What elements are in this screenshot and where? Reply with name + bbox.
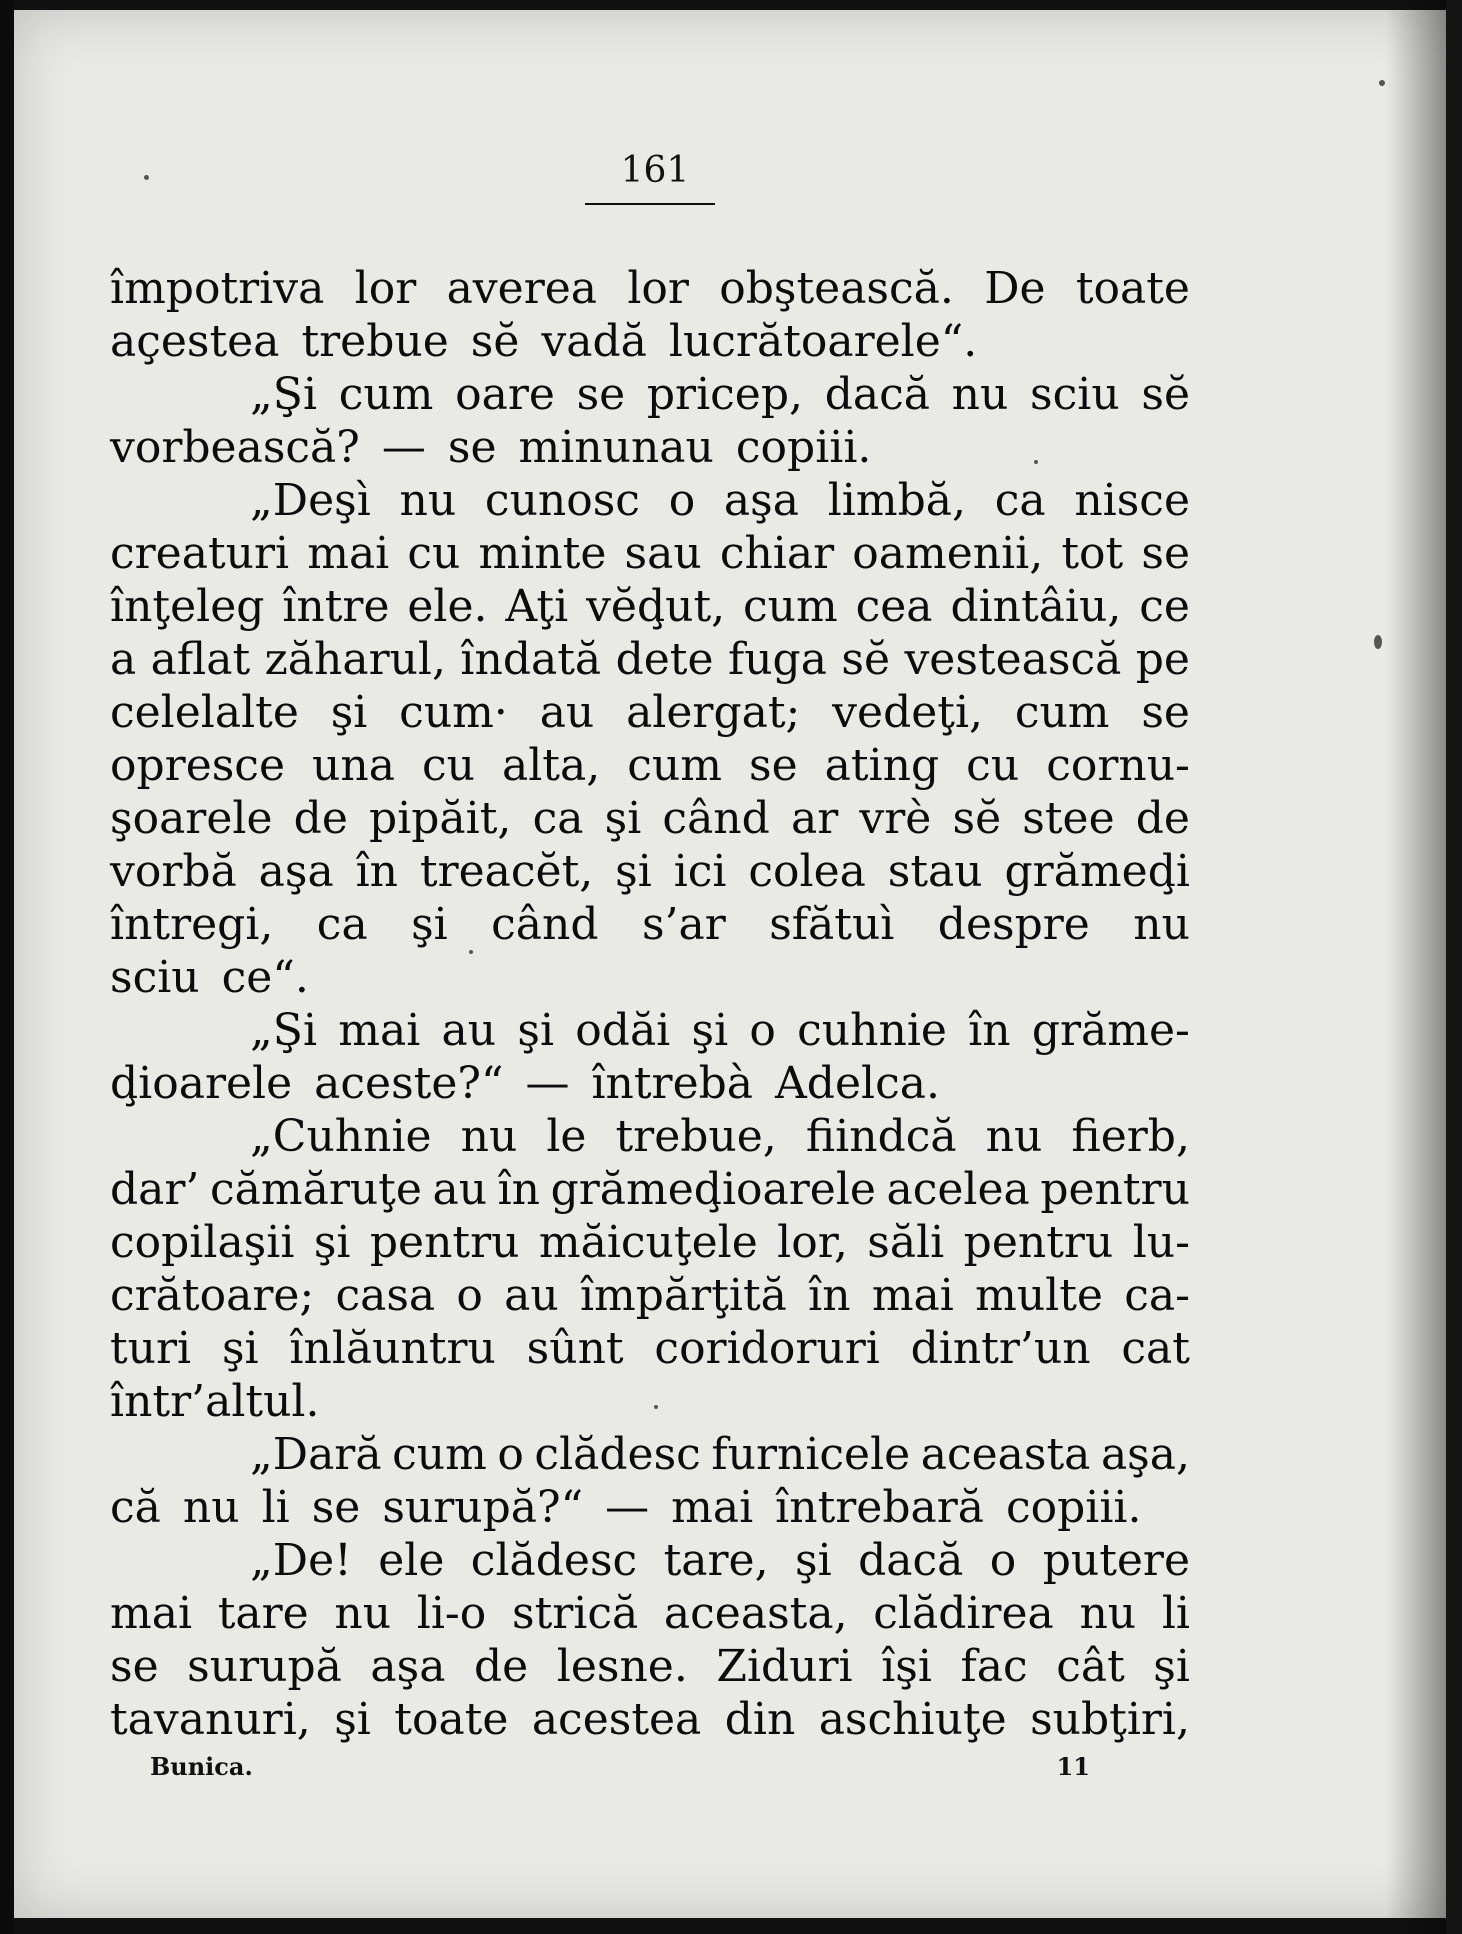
word: tot <box>1061 528 1124 579</box>
word: în <box>497 1164 541 1215</box>
word: trebue, <box>615 1111 777 1162</box>
text-line <box>110 686 1190 739</box>
word: „Deşì <box>250 475 371 526</box>
word: lesne. <box>556 1641 688 1692</box>
footer-signature-number: 11 <box>1056 1752 1090 1781</box>
text-line <box>110 262 1190 315</box>
word: toate <box>1075 263 1190 314</box>
word: surupă <box>187 1641 342 1692</box>
word: fiindcă <box>805 1111 957 1162</box>
word: — <box>605 1482 650 1533</box>
word: multe <box>975 1270 1103 1321</box>
word: şi <box>615 846 652 897</box>
text-line <box>110 580 1190 633</box>
word: aşa <box>370 1641 446 1692</box>
word: clădesc <box>470 1535 638 1586</box>
word: au <box>504 1270 559 1321</box>
word: aşa <box>723 475 799 526</box>
word: şi <box>691 1005 729 1056</box>
word: în <box>355 846 399 897</box>
text-line <box>110 1640 1190 1693</box>
word: copiii. <box>1005 1482 1142 1533</box>
word: între <box>282 581 390 632</box>
word: dintr’un <box>910 1323 1091 1374</box>
word: sĕ <box>952 793 1002 844</box>
word: aflat <box>150 634 251 685</box>
word: au <box>441 1005 497 1056</box>
text-line <box>110 1587 1190 1640</box>
scan-right-edge <box>1446 0 1462 1934</box>
word: o <box>989 1535 1017 1586</box>
word: averea <box>446 263 597 314</box>
word: minunau <box>518 422 714 473</box>
word: cât <box>1056 1641 1125 1692</box>
page-number-rule <box>585 203 715 205</box>
word: una <box>312 740 395 791</box>
word: obştească. <box>719 263 954 314</box>
word: „Şi <box>250 1005 318 1056</box>
word: cu <box>407 528 461 579</box>
word: cum <box>627 740 722 791</box>
word: mai <box>338 1005 421 1056</box>
word: o <box>456 1270 483 1321</box>
word: nu <box>951 369 1009 420</box>
word: şi <box>604 793 642 844</box>
word: sĕ <box>1141 369 1190 420</box>
text-line <box>110 1428 1190 1481</box>
word: crătoare; <box>110 1270 315 1321</box>
word: când <box>491 899 599 950</box>
page-number: 161 <box>620 150 690 191</box>
word: înlăuntru <box>289 1323 496 1374</box>
word: şoarele <box>110 793 273 844</box>
word: putere <box>1042 1535 1190 1586</box>
word: ici <box>673 846 727 897</box>
word: o <box>668 475 696 526</box>
word: li <box>261 1482 290 1533</box>
text-line <box>110 1004 1190 1057</box>
word: mai <box>871 1270 954 1321</box>
scan-speck <box>1374 635 1382 649</box>
word: vadă <box>541 316 647 367</box>
word: cum <box>743 581 838 632</box>
word: săli <box>867 1217 945 1268</box>
word: se <box>576 369 626 420</box>
word: aceste?“ <box>314 1058 504 1109</box>
word: ce <box>1139 581 1190 632</box>
word: ca <box>994 475 1046 526</box>
word: dete <box>615 634 714 685</box>
word: sĕ <box>841 634 891 685</box>
word: dacă <box>824 369 930 420</box>
word: cuhnie <box>797 1005 947 1056</box>
text-line <box>110 1322 1190 1375</box>
word: treacĕt, <box>419 846 594 897</box>
text-line <box>110 633 1190 686</box>
word: subţiri, <box>1030 1694 1190 1745</box>
text-line <box>110 739 1190 792</box>
word: cat <box>1121 1323 1190 1374</box>
word: lucrătoarele“. <box>668 316 978 367</box>
word: de <box>293 793 348 844</box>
body-text <box>110 262 1190 1746</box>
word: fierb, <box>1071 1111 1190 1162</box>
word: se <box>1141 528 1190 579</box>
word: cornu- <box>1046 740 1190 791</box>
word: cu <box>421 740 475 791</box>
word: cum <box>392 1429 487 1480</box>
word: întrebà <box>591 1058 754 1109</box>
text-line <box>110 1057 1190 1110</box>
word: alta, <box>502 740 601 791</box>
word: aşa <box>258 846 334 897</box>
word: cămăruţe <box>209 1164 422 1215</box>
word: alergat; <box>626 687 801 738</box>
text-line <box>110 951 1190 1004</box>
word: fac <box>960 1641 1028 1692</box>
scan-left-edge <box>0 0 14 1934</box>
word: De <box>984 263 1046 314</box>
word: ce“. <box>221 952 309 1003</box>
word: dacă <box>858 1535 964 1586</box>
word: cea <box>855 581 933 632</box>
word: au <box>432 1164 488 1215</box>
word: când <box>662 793 770 844</box>
word: şi <box>221 1323 259 1374</box>
word: oamenii, <box>852 528 1044 579</box>
word: copilaşii <box>110 1217 295 1268</box>
text-line <box>110 421 1190 474</box>
word: açestea <box>110 316 280 367</box>
word: pentru <box>369 1217 520 1268</box>
word: clădesc <box>534 1429 701 1480</box>
word: îndată <box>460 634 602 685</box>
word: s’ar <box>641 899 726 950</box>
word: întregi, <box>110 899 274 950</box>
text-line <box>110 1375 1190 1428</box>
word: creaturi <box>110 528 290 579</box>
word: acelea <box>886 1164 1030 1215</box>
word: „De! <box>250 1535 352 1586</box>
word: ca- <box>1124 1270 1190 1321</box>
word: şi <box>411 899 448 950</box>
word: „Dară <box>250 1429 382 1480</box>
word: nisce <box>1074 475 1190 526</box>
word: vorbească? <box>110 422 360 473</box>
word: se <box>748 740 798 791</box>
word: celelalte <box>110 687 299 738</box>
word: lor <box>627 263 689 314</box>
word: stau <box>887 846 983 897</box>
word: şi <box>330 687 368 738</box>
text-line <box>110 368 1190 421</box>
word: tavanuri, <box>110 1694 311 1745</box>
word: se <box>447 422 497 473</box>
word: zăharul, <box>264 634 446 685</box>
word: toate <box>394 1694 509 1745</box>
word: grămeḑi <box>1004 846 1190 897</box>
word: în <box>968 1005 1011 1056</box>
word: aşa, <box>1100 1429 1190 1480</box>
word: ele <box>378 1535 445 1586</box>
word: cu <box>966 740 1020 791</box>
scan-speck <box>144 175 149 180</box>
word: pe <box>1135 634 1190 685</box>
word: fuga <box>727 634 827 685</box>
word: aceasta, <box>663 1588 848 1639</box>
word: de <box>474 1641 529 1692</box>
word: copiii. <box>735 422 872 473</box>
word: pipăit, <box>369 793 512 844</box>
text-line <box>110 1693 1190 1746</box>
word: despre <box>937 899 1090 950</box>
word: sfătuì <box>769 899 895 950</box>
word: li <box>1161 1588 1190 1639</box>
word: oare <box>455 369 555 420</box>
word: surupă?“ <box>382 1482 584 1533</box>
word: Ziduri <box>716 1641 853 1692</box>
word: ca <box>532 793 584 844</box>
word: că <box>110 1482 161 1533</box>
word: întrebară <box>775 1482 984 1533</box>
word: minte <box>478 528 607 579</box>
text-line <box>110 1110 1190 1163</box>
word: într’altul. <box>110 1376 320 1427</box>
word: „Şi <box>250 369 318 420</box>
word: cum <box>338 369 434 420</box>
text-line <box>110 1481 1190 1534</box>
word: împotriva <box>110 263 325 314</box>
word: chiar <box>719 528 835 579</box>
footer-signature-title: Bunica. <box>150 1752 253 1781</box>
word: din <box>724 1694 796 1745</box>
word: nu <box>334 1588 392 1639</box>
word: Adelca. <box>775 1058 940 1109</box>
text-line <box>110 898 1190 951</box>
word: furnicele <box>711 1429 911 1480</box>
word: sûnt <box>526 1323 624 1374</box>
word: colea <box>748 846 866 897</box>
text-line <box>110 792 1190 845</box>
word: lu- <box>1132 1217 1190 1268</box>
word: în <box>808 1270 851 1321</box>
word: se <box>1141 687 1190 738</box>
word: vorbă <box>110 846 237 897</box>
word: vĕḑut, <box>586 581 726 632</box>
word: vrè <box>859 793 932 844</box>
word: ar <box>790 793 839 844</box>
word: nu <box>1133 899 1190 950</box>
word: de <box>1135 793 1190 844</box>
word: şi <box>795 1535 832 1586</box>
word: stee <box>1022 793 1115 844</box>
word: — <box>381 422 426 473</box>
word: tare <box>217 1588 309 1639</box>
word: strică <box>511 1588 639 1639</box>
word: coridoruri <box>654 1323 880 1374</box>
word: şi <box>1153 1641 1190 1692</box>
word: se <box>311 1482 361 1533</box>
word: a <box>110 634 137 685</box>
word: sciu <box>110 952 200 1003</box>
word: înţeleg <box>110 581 265 632</box>
word: ele. <box>407 581 488 632</box>
text-line <box>110 1216 1190 1269</box>
word: vestească <box>904 634 1122 685</box>
word: nu <box>182 1482 240 1533</box>
word: ating <box>824 740 940 791</box>
word: nu <box>985 1111 1043 1162</box>
text-line <box>110 315 1190 368</box>
word: „Cuhnie <box>250 1111 432 1162</box>
text-line <box>110 527 1190 580</box>
word: împărţită <box>579 1270 787 1321</box>
word: trebue <box>301 316 449 367</box>
word: sĕ <box>470 316 520 367</box>
word: dintâiu, <box>950 581 1122 632</box>
word: opresce <box>110 740 285 791</box>
word: pentru <box>963 1217 1114 1268</box>
page-footer <box>150 1752 1090 1781</box>
word: măicuţele <box>538 1217 758 1268</box>
word: au <box>539 687 595 738</box>
word: ḑioarele <box>110 1058 293 1109</box>
scan-right-shadow <box>1386 0 1446 1934</box>
word: le <box>546 1111 587 1162</box>
word: casa <box>335 1270 436 1321</box>
word: aschiuţe <box>818 1694 1007 1745</box>
word: o <box>497 1429 524 1480</box>
word: aceasta <box>920 1429 1091 1480</box>
word: acestea <box>531 1694 702 1745</box>
word: — <box>525 1058 570 1109</box>
word: pentru <box>1040 1164 1190 1215</box>
word: şi <box>334 1694 371 1745</box>
word: se <box>110 1641 159 1692</box>
word: lor, <box>777 1217 848 1268</box>
word: sciu <box>1030 369 1120 420</box>
word: cum· <box>399 687 508 738</box>
word: grăme- <box>1031 1005 1190 1056</box>
word: pricep, <box>646 369 803 420</box>
word: cunosc <box>484 475 640 526</box>
word: nu <box>399 475 457 526</box>
word: clădirea <box>873 1588 1054 1639</box>
word: grămeḑioarele <box>550 1164 876 1215</box>
word: dar’ <box>110 1164 200 1215</box>
word: mai <box>307 528 390 579</box>
scan-speck <box>1379 80 1385 86</box>
text-line <box>110 1269 1190 1322</box>
word: mai <box>671 1482 754 1533</box>
word: cum <box>1014 687 1110 738</box>
word: turi <box>110 1323 192 1374</box>
word: Aţi <box>505 581 569 632</box>
word: nu <box>460 1111 518 1162</box>
word: o <box>749 1005 776 1056</box>
text-line <box>110 845 1190 898</box>
word: şi <box>313 1217 351 1268</box>
word: îşi <box>881 1641 932 1692</box>
word: lor <box>354 263 417 314</box>
text-line <box>110 1534 1190 1587</box>
word: şi <box>517 1005 555 1056</box>
word: nu <box>1079 1588 1137 1639</box>
word: li-o <box>416 1588 487 1639</box>
text-line <box>110 474 1190 527</box>
text-line <box>110 1163 1190 1216</box>
word: limbă, <box>827 475 966 526</box>
word: vedeţi, <box>832 687 984 738</box>
word: tare, <box>663 1535 769 1586</box>
word: ca <box>316 899 368 950</box>
word: odăi <box>575 1005 671 1056</box>
word: mai <box>110 1588 193 1639</box>
word: sau <box>624 528 702 579</box>
